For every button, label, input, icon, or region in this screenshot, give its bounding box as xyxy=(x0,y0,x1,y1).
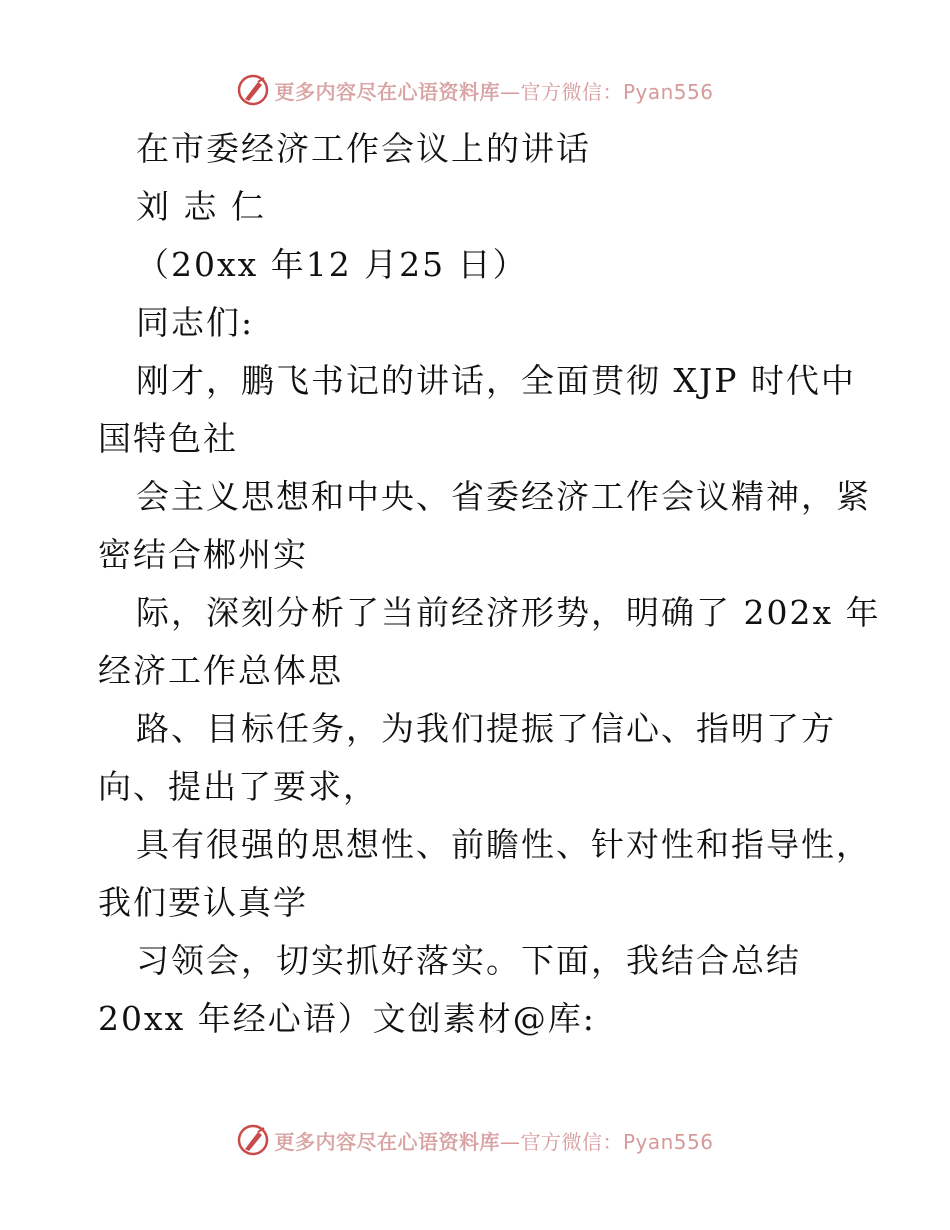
doc-paragraph-line: 密结合郴州实 xyxy=(98,535,308,574)
doc-paragraph-line: 20xx 年经心语）文创素材@库: xyxy=(98,999,596,1038)
doc-paragraph-line: 习领会，切实抓好落实。下面，我结合总结 xyxy=(136,941,801,980)
watermark-banner-top xyxy=(0,70,950,110)
doc-paragraph-line: 具有很强的思想性、前瞻性、针对性和指导性， xyxy=(136,825,871,864)
doc-paragraph-line: 经济工作总体思 xyxy=(98,651,343,690)
doc-paragraph-line: 我们要认真学 xyxy=(98,883,308,922)
watermark-banner-bottom xyxy=(0,1120,950,1160)
doc-title: 在市委经济工作会议上的讲话 xyxy=(136,129,591,168)
doc-paragraph-line: 路、目标任务，为我们提振了信心、指明了方 xyxy=(136,709,836,748)
watermark-text: 更多内容尽在心语资料库—官方微信：Pyan556 xyxy=(274,79,714,104)
doc-date: （20xx 年12 月25 日） xyxy=(136,245,528,284)
doc-salutation: 同志们: xyxy=(136,303,255,342)
quill-pen-icon xyxy=(236,1123,270,1157)
doc-paragraph-line: 国特色社 xyxy=(98,419,238,458)
doc-paragraph-line: 刚才，鹏飞书记的讲话，全面贯彻 XJP 时代中 xyxy=(136,361,856,400)
doc-paragraph-line: 会主义思想和中央、省委经济工作会议精神，紧 xyxy=(136,477,871,516)
document-body xyxy=(98,120,881,1048)
doc-paragraph-line: 际，深刻分析了当前经济形势，明确了 202x 年 xyxy=(136,593,881,632)
doc-author: 刘 志 仁 xyxy=(136,187,266,226)
quill-pen-icon xyxy=(236,73,270,107)
doc-paragraph-line: 向、提出了要求， xyxy=(98,767,378,806)
watermark-text: 更多内容尽在心语资料库—官方微信：Pyan556 xyxy=(274,1129,714,1154)
